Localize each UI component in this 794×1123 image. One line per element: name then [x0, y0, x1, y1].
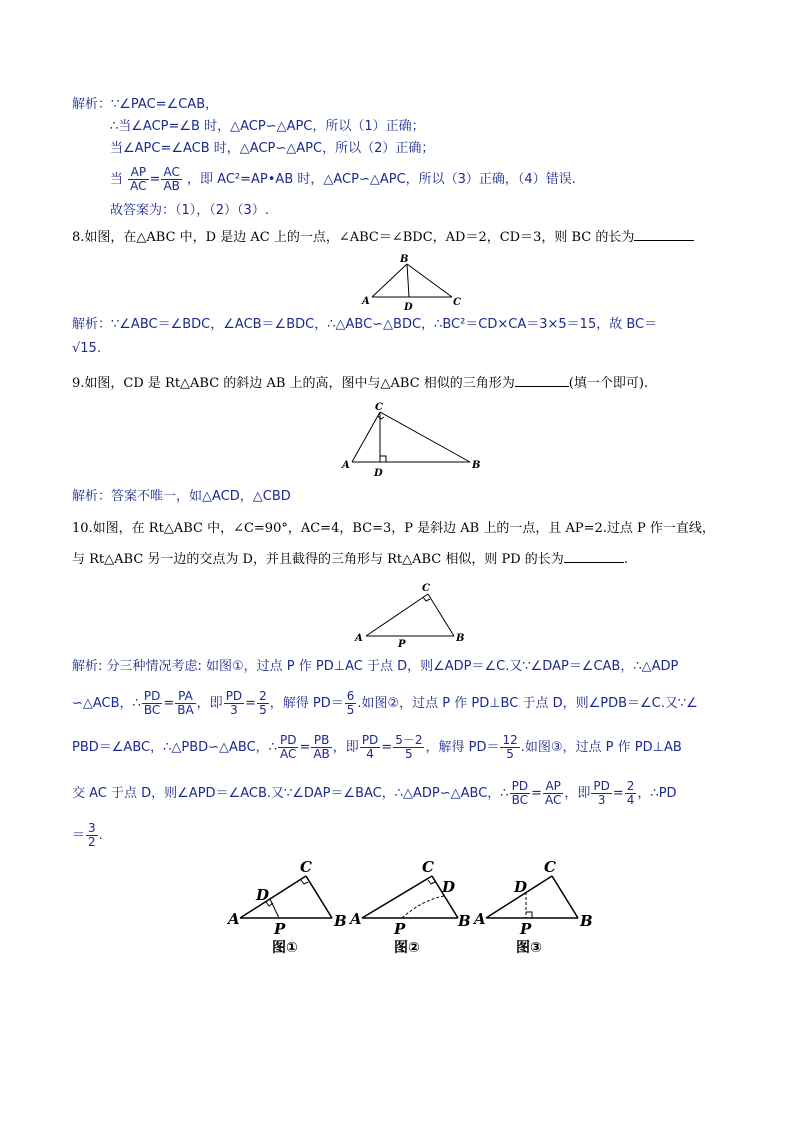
text-run: ＝ [72, 828, 86, 843]
frac-num: AP [543, 780, 563, 794]
fig1-label-a: A [228, 910, 240, 928]
fig2-label-b: B [458, 912, 471, 930]
frac-den: 5 [405, 747, 413, 761]
frac-den: AC [280, 747, 297, 761]
answer-blank [564, 550, 624, 563]
text-run: . [98, 828, 103, 843]
frac-den: AC [130, 179, 147, 193]
sol7-line5: 故答案为：（1），（2）（3）. [110, 203, 269, 218]
segment-pd [270, 899, 279, 918]
fraction-ac-ab [161, 166, 181, 193]
fraction [543, 780, 563, 807]
fig3-caption: 图③ [516, 940, 542, 956]
q9-text: 9.如图，CD 是 Rt△ABC 的斜边 AB 上的高，图中与△ABC 相似的三角形为 [72, 376, 515, 391]
fraction [224, 690, 244, 717]
label-d: D [404, 302, 413, 313]
label-c: C [422, 583, 430, 594]
fig1-label-c: C [300, 858, 312, 876]
fig3-label-c: C [544, 858, 556, 876]
frac-num: 3 [88, 821, 96, 835]
q9-text-suffix: (填一个即可). [568, 376, 649, 391]
frac-num: PD [279, 733, 297, 747]
fraction [86, 822, 98, 849]
fraction [360, 734, 380, 761]
q8-text: 8.如图，在△ABC 中，D 是边 AC 上的一点，∠ABC＝∠BDC，AD＝2，CD＝3，则 BC 的长为 [72, 230, 635, 245]
fig3-label-d: D [514, 878, 528, 896]
sol7-line4-prefix: 当 [110, 172, 124, 187]
edge-bc [407, 264, 452, 297]
frac-num: PD [361, 733, 379, 747]
label-a: A [342, 460, 350, 471]
q9-question [72, 374, 648, 393]
sol7-line3: 当∠APC=∠ACB 时，△ACP∽△APC，所以（2）正确； [110, 141, 435, 156]
frac-den: 3 [230, 703, 238, 717]
text-run: .如图③，过点 P 作 PD⊥AB [520, 740, 682, 755]
fraction [257, 690, 269, 717]
q9-triangle-figure [340, 398, 490, 480]
q8-triangle-figure [360, 252, 470, 314]
frac-num: 2 [626, 779, 635, 793]
sol7-line4: 当 $\frac{AP}{AC}$ = $\frac{AC}{AB}$ ，即 AC²=AP•AB 时，△ACP∽△APC，所以（3）正确，（4）错误. [110, 165, 576, 193]
text-run: 交 AC 于点 D，则∠APD＝∠ACB.又∵∠DAP＝∠BAC，∴△ADP∽△ABC，∴ [72, 786, 509, 801]
frac-den: 4 [366, 747, 374, 761]
label-p: P [398, 639, 406, 650]
edge-ac [362, 876, 432, 918]
fig2-label-d: D [442, 878, 456, 896]
frac-num: AP [128, 166, 148, 180]
label-b: B [456, 633, 465, 644]
q8-solution-result: √15. [72, 341, 101, 356]
frac-den: 3 [597, 793, 606, 807]
edge-cb [306, 876, 332, 918]
segment-bd [407, 264, 409, 297]
fig1-label-p: P [274, 920, 286, 938]
q10-solution-line4: 交 AC 于点 D，则∠APD＝∠ACB.又∵∠DAP＝∠BAC，∴△ADP∽△ABC，∴ $\frac{PD}{BC}$ = $\frac{AP}{AC}$ ，即 $\frac{PD}{3}$ = $\frac{2}{4}$ ，∴PD [72, 779, 677, 807]
q10-solution-line3: PBD＝∠ABC，∴△PBD∽△ABC，∴ $\frac{PD}{AC}$ = $\frac{PB}{AB}$ ，即 $\frac{PD}{4}$ = $\frac{5-2}{5}$ ，解得 PD＝ $\frac{12}{5}$ .如图③，过点 P 作 PD⊥AB [72, 733, 682, 761]
frac-den: 5 [259, 703, 267, 717]
q10-triangle-figure [350, 578, 470, 650]
sol7-line4-suffix: ，即 AC²=AP•AB 时，△ACP∽△APC，所以（3）正确，（4）错误. [187, 172, 576, 187]
text-run: ，解得 PD＝ [269, 696, 344, 711]
frac-num: 5－2 [395, 733, 423, 747]
frac-den: 5 [506, 747, 514, 761]
text-run: .如图②，过点 P 作 PD⊥BC 于点 D，则∠PDB＝∠C.又∵∠ [357, 696, 698, 711]
fraction [175, 690, 195, 717]
right-angle-mark [428, 880, 435, 884]
figure-1 [240, 876, 332, 918]
text-run: ∽△ACB，∴ [72, 696, 141, 711]
q10-solution-line2: ∽△ACB，∴ $\frac{PD}{BC}$ = $\frac{PA}{BA}$ ，即 $\frac{PD}{3}$ = $\frac{2}{5}$ ，解得 PD＝ $\frac{6}{5}$ .如图②，过点 P 作 PD⊥BC 于点 D，则∠PDB＝∠C.又∵∠ [72, 689, 698, 717]
fig2-caption: 图② [394, 940, 420, 956]
frac-num: AC [161, 166, 181, 180]
fig2-label-a: A [350, 910, 362, 928]
frac-den: AB [163, 179, 180, 193]
q10-question-line1: 10.如图，在 Rt△ABC 中，∠C=90°，AC=4，BC=3，P 是斜边 AB 上的一点，且 AP=2.过点 P 作一直线， [72, 521, 715, 536]
fig1-label-b: B [334, 912, 347, 930]
fraction [278, 734, 298, 761]
label-c: C [375, 402, 383, 413]
fig3-label-p: P [520, 920, 532, 938]
edge-cb [552, 876, 578, 918]
label-a: A [355, 633, 363, 644]
edge-cb [380, 412, 470, 462]
frac-num: PD [225, 689, 243, 703]
frac-den: BC [143, 703, 161, 717]
frac-den: 5 [346, 703, 355, 717]
label-d: D [374, 468, 383, 479]
edge-ac [352, 412, 380, 462]
frac-num: PD [593, 779, 610, 793]
fig3-label-b: B [580, 912, 593, 930]
edge-cb [428, 594, 454, 636]
frac-num: 12 [502, 733, 518, 747]
text-run: ，即 [196, 696, 223, 711]
right-angle-mark [301, 880, 308, 884]
q8-solution: 解析：∵∠ABC＝∠BDC，∠ACB＝∠BDC，∴△ABC∽△BDC，∴BC²＝CD×CA＝3×5＝15，故 BC＝ [72, 317, 658, 332]
frac-den: BA [177, 703, 194, 717]
label-c: C [453, 297, 461, 308]
edge-ac [240, 876, 306, 918]
q9-solution: 解析：答案不唯一，如△ACD，△CBD [72, 489, 291, 504]
text-run: ，∴PD [637, 786, 677, 801]
right-angle-mark [423, 597, 430, 601]
frac-num: 6 [346, 689, 355, 703]
frac-den: AC [544, 793, 562, 807]
q10-text: 与 Rt△ABC 另一边的交点为 D，并且截得的三角形与 Rt△ABC 相似，则 PD 的长为 [72, 552, 564, 567]
fraction [510, 780, 530, 807]
sol7-line1: 解析：∵∠PAC=∠CAB， [72, 97, 219, 112]
edge-ab [372, 264, 407, 297]
q10-solution-figures [226, 856, 606, 960]
frac-num: PB [311, 734, 331, 748]
answer-blank [515, 374, 569, 387]
edge-ac [366, 594, 428, 636]
fraction-ap-ac [128, 166, 148, 193]
text-run: ，即 [564, 786, 591, 801]
frac-num: PD [511, 779, 529, 793]
frac-den: BC [511, 793, 529, 807]
text-run: PBD＝∠ABC，∴△PBD∽△ABC，∴ [72, 740, 277, 755]
frac-num: PA [175, 690, 195, 704]
frac-num: 2 [259, 689, 267, 703]
frac-den: 2 [88, 835, 96, 849]
right-angle-mark [526, 912, 532, 918]
q10-question-line2: 与 Rt△ABC 另一边的交点为 D，并且截得的三角形与 Rt△ABC 相似，则 PD 的长为 . [72, 552, 628, 567]
frac-den: AB [313, 747, 330, 761]
fraction [393, 734, 424, 761]
label-b: B [472, 460, 481, 471]
text-run: ，解得 PD＝ [425, 740, 500, 755]
fig1-label-d: D [256, 886, 270, 904]
fig2-label-c: C [422, 858, 434, 876]
sol7-line2: ∴当∠ACP=∠B 时，△ACP∽△APC，所以（1）正确； [110, 119, 425, 134]
answer-blank [634, 228, 694, 241]
fraction [591, 780, 611, 807]
fraction [345, 690, 357, 717]
q10-solution-line1: 解析: 分三种情况考虑: 如图①，过点 P 作 PD⊥AC 于点 D，则∠ADP＝∠C.又∵∠DAP＝∠CAB，∴△ADP [72, 659, 679, 674]
fraction [625, 780, 637, 807]
frac-den: 4 [626, 793, 635, 807]
label-b: B [400, 254, 409, 265]
right-angle-mark [378, 416, 384, 419]
fig3-label-a: A [474, 910, 486, 928]
text-run: ，即 [332, 740, 359, 755]
segment-pd [402, 896, 444, 918]
right-angle-mark [380, 456, 386, 462]
fig1-caption: 图① [272, 940, 298, 956]
fraction [311, 734, 331, 761]
fraction [142, 690, 162, 717]
q8-question [72, 228, 694, 247]
figure-3 [486, 876, 578, 918]
fig2-label-p: P [394, 920, 406, 938]
q10-solution-line5 [72, 822, 103, 849]
label-a: A [362, 296, 370, 307]
fraction [500, 734, 519, 761]
frac-num: PD [143, 689, 161, 703]
